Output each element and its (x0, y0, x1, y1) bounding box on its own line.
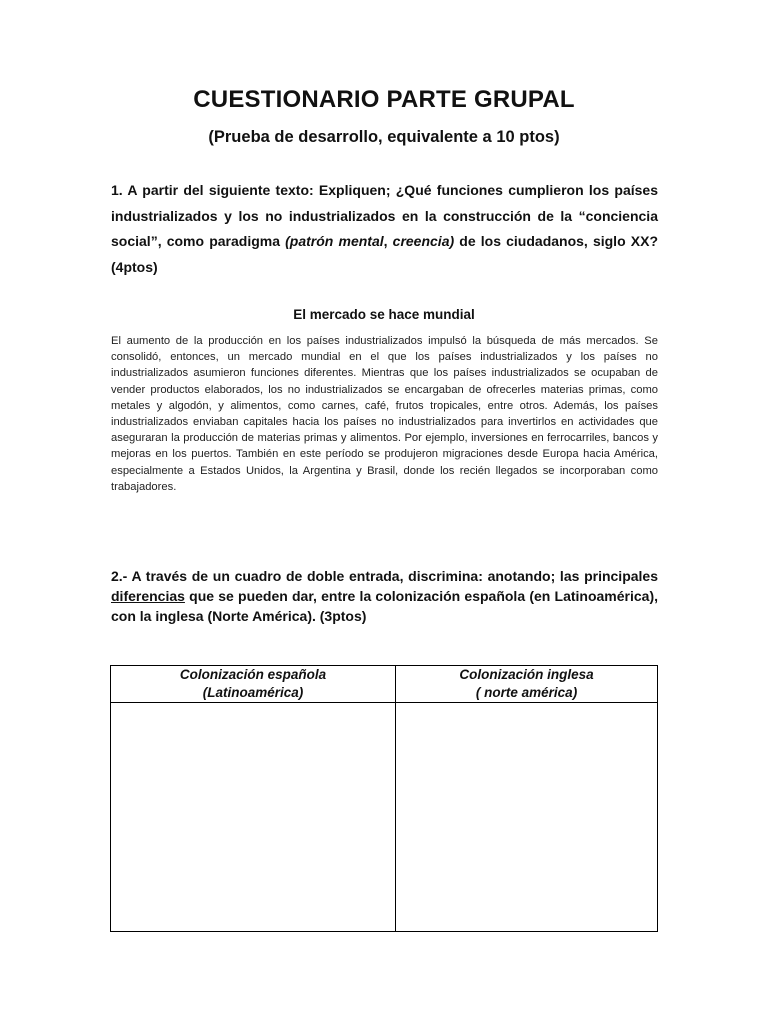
table-header-english-line2: ( norte américa) (475, 685, 578, 700)
question-1 (111, 178, 658, 280)
answer-cell-spanish[interactable] (111, 703, 396, 932)
document-title: CUESTIONARIO PARTE GRUPAL (193, 86, 575, 113)
question-1-lead: 1. A partir del siguiente texto: Expliquen; ¿Qué funciones cumplieron los países industrializados y los no industrializados en la construcción de la “conciencia social”, como paradigma (111, 182, 658, 249)
document-subtitle: (Prueba de desarrollo, equivalente a 10 ptos) (208, 128, 560, 146)
question-2-tail: que se pueden dar, entre la colonización española (en Latinoamérica), con la inglesa (Norte América). (3ptos) (111, 588, 658, 624)
table-header-spanish-line1: Colonización española (179, 667, 327, 682)
question-2-underlined-term: diferencias (111, 588, 185, 604)
question-2 (111, 566, 658, 626)
passage-text: El aumento de la producción en los países industrializados impulsó la búsqueda de más mercados. Se consolidó, entonces, un mercado mundial en el que los países industrializados y los países no industrializados asumieron funciones diferentes. Mientras que los países industrializados se ocupaban de vender productos elaborados, los no industrializados se encargaban de ofrecerles materias primas, como metales y algodón, y alimentos, como carnes, café, frutos tropicales, entre otros. Además, los países industrializados enviaban capitales hacia los países no industrializados para invertirlos en actividades que aseguraran la producción de materias primas y alimentos. Por ejemplo, inversiones en ferrocarriles, bancos y mejoras en los puertos. También en este período se produjeron migraciones desde Europa hacia América, especialmente a Estados Unidos, la Argentina y Brasil, donde los recién llegados se incorporaban como trabajadores. (111, 335, 658, 493)
passage-title: El mercado se hace mundial (293, 307, 475, 322)
table-header-spanish (111, 666, 396, 703)
question-1-italic-term-2: creencia) (392, 233, 455, 249)
question-2-lead: 2.- A través de un cuadro de doble entrada, discrimina: anotando; las principales (111, 568, 658, 584)
answer-cell-english[interactable] (396, 703, 658, 932)
table-header-spanish-line2: (Latinoamérica) (202, 685, 304, 700)
table-header-english-line1: Colonización inglesa (459, 667, 594, 682)
question-1-comma: , (383, 233, 393, 249)
comparison-table (110, 665, 658, 932)
question-1-italic-term-1: (patrón mental (285, 233, 384, 249)
table-answer-row (111, 703, 658, 932)
question-1-tail: de los ciudadanos, siglo XX? (4ptos) (111, 233, 658, 275)
table-header-row (111, 666, 658, 703)
table-header-english (396, 666, 658, 703)
